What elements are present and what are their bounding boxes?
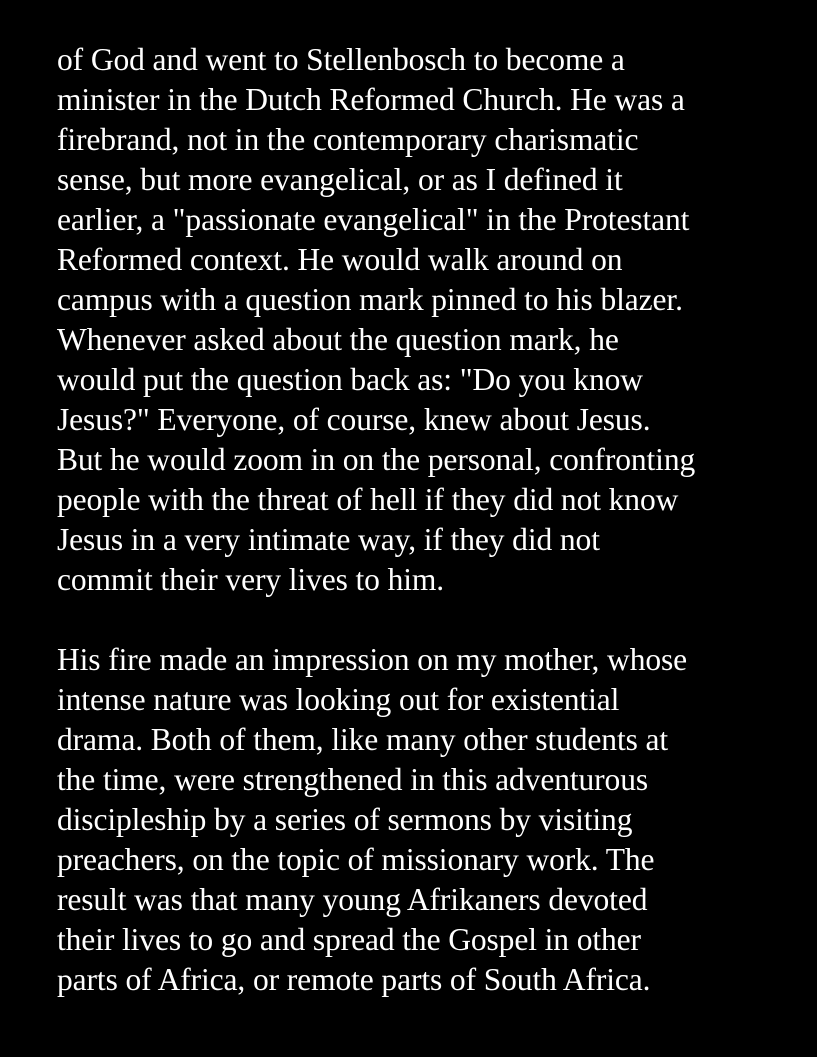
text-line: But he would zoom in on the personal, confronting xyxy=(57,442,696,477)
text-line: would put the question back as: "Do you know xyxy=(57,362,643,397)
text-line: the time, were strengthened in this adventurous xyxy=(57,762,649,797)
text-line: firebrand, not in the contemporary charismatic xyxy=(57,122,639,157)
text-line: earlier, a "passionate evangelical" in the Protestant xyxy=(57,202,690,237)
text-line: commit their very lives to him. xyxy=(57,562,445,597)
text-line: Jesus in a very intimate way, if they did not xyxy=(57,522,600,557)
text-line: Reformed context. He would walk around on xyxy=(57,242,623,277)
text-line: intense nature was looking out for existential xyxy=(57,682,620,717)
text-line: His fire made an impression on my mother, whose xyxy=(57,642,688,677)
text-line: campus with a question mark pinned to his blazer. xyxy=(57,282,683,317)
paragraph-gap xyxy=(57,600,802,640)
paragraph-1 xyxy=(57,40,802,600)
text-line: their lives to go and spread the Gospel in other xyxy=(57,922,641,957)
paragraph-2 xyxy=(57,640,802,1000)
text-line: drama. Both of them, like many other students at xyxy=(57,722,669,757)
text-line: of God and went to Stellenbosch to become a xyxy=(57,42,625,77)
text-line: parts of Africa, or remote parts of South Africa. xyxy=(57,962,651,997)
text-line: result was that many young Afrikaners devoted xyxy=(57,882,648,917)
text-line: discipleship by a series of sermons by visiting xyxy=(57,802,633,837)
text-line: people with the threat of hell if they did not know xyxy=(57,482,679,517)
text-line: preachers, on the topic of missionary work. The xyxy=(57,842,655,877)
document-text xyxy=(57,40,802,1000)
text-line: Whenever asked about the question mark, he xyxy=(57,322,619,357)
text-line: minister in the Dutch Reformed Church. He was a xyxy=(57,82,685,117)
text-line: sense, but more evangelical, or as I defined it xyxy=(57,162,623,197)
text-line: Jesus?" Everyone, of course, knew about Jesus. xyxy=(57,402,651,437)
